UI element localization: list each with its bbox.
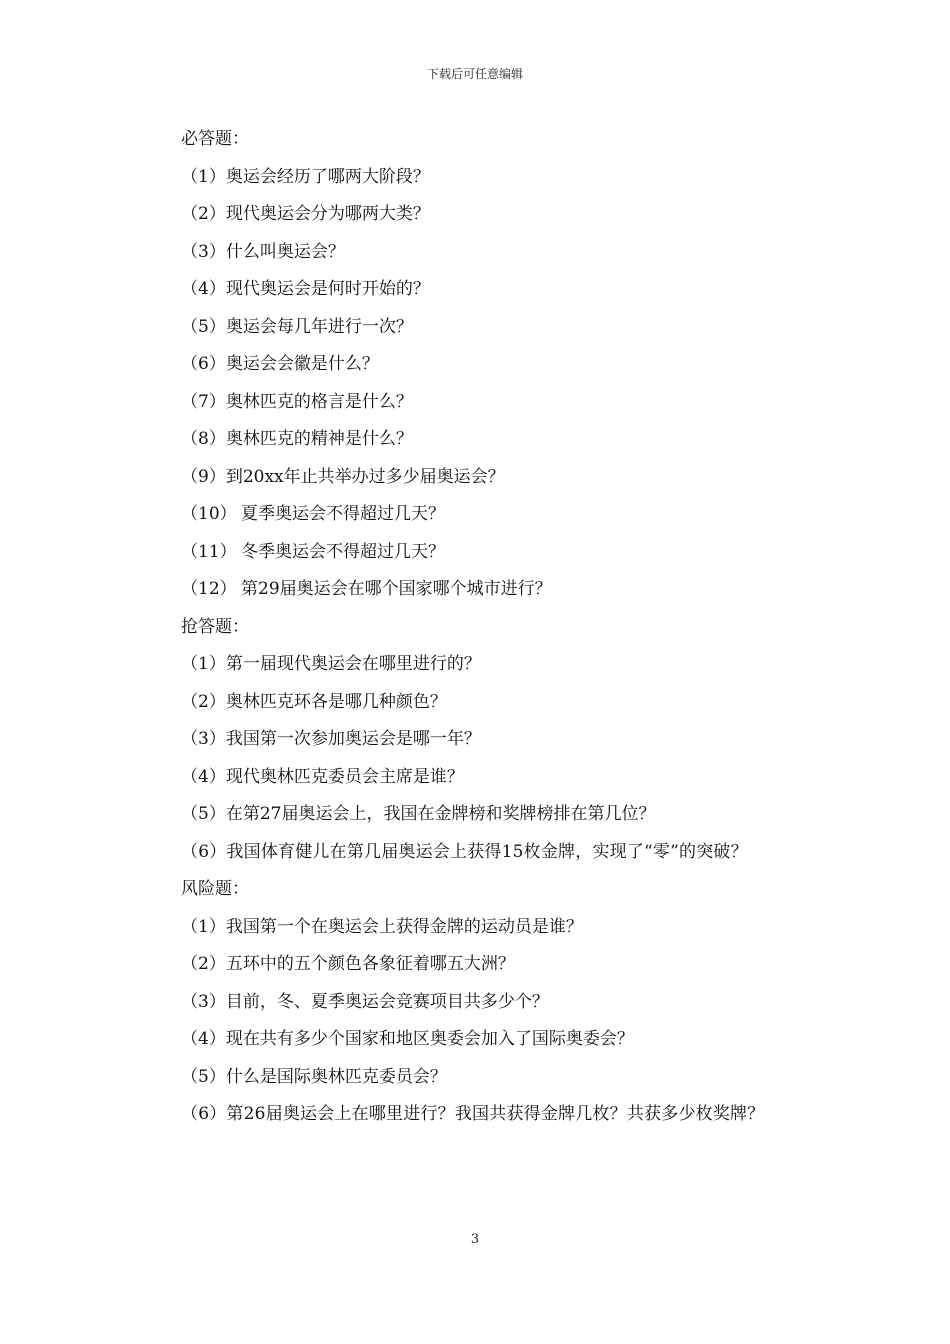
section-title-required: 必答题： <box>181 129 249 149</box>
item-text: 到20xx年止共举办过多少届奥运会？ <box>225 466 505 487</box>
item-number: （2） <box>181 204 226 224</box>
list-item-wrapped: （6）第26届奥运会上在哪里进行？我国共获得金牌几枚？共获多少枚奖牌？ <box>181 1104 765 1124</box>
list-item <box>145 384 810 422</box>
item-number: （1） <box>181 654 226 674</box>
item-number: （3） <box>181 729 226 749</box>
item-number: （6） <box>181 354 226 374</box>
list-item <box>145 796 810 834</box>
item-number: （5） <box>181 316 226 337</box>
list-item <box>145 759 810 797</box>
list-item <box>145 721 810 759</box>
list-item-wrapped: （6）我国体育健儿在第几届奥运会上获得15枚金牌，实现了“零”的突破？ <box>181 841 748 862</box>
list-item <box>145 1021 810 1059</box>
item-number: （8） <box>181 429 226 449</box>
item-text: 奥运会经历了哪两大阶段？ <box>225 166 430 187</box>
item-number: （5） <box>181 804 226 824</box>
item-number: （1） <box>181 916 226 937</box>
item-text: 目前，冬、夏季奥运会竞赛项目共多少个？ <box>225 991 549 1012</box>
item-text: 现代奥林匹克委员会主席是谁？ <box>225 766 464 787</box>
item-number: （3） <box>181 991 226 1012</box>
list-item <box>145 984 810 1022</box>
list-item <box>145 234 810 272</box>
section-title-risk: 风险题： <box>181 879 249 899</box>
document-body <box>145 121 810 1134</box>
list-item <box>145 909 810 947</box>
item-number: （4） <box>181 1029 226 1049</box>
list-item <box>145 346 810 384</box>
list-item <box>145 196 810 234</box>
list-item <box>145 421 810 459</box>
item-number: （7） <box>181 391 226 412</box>
item-text: 第29届奥运会在哪个国家哪个城市进行？ <box>241 579 552 599</box>
list-item <box>145 159 810 197</box>
item-text: 现在共有多少个国家和地区奥委会加入了国际奥委会？ <box>225 1029 634 1049</box>
list-item <box>145 946 810 984</box>
item-text: 冬季奥运会不得超过几天？ <box>241 541 445 562</box>
page-header: 下载后可任意编辑 <box>426 67 523 81</box>
item-text: 第一届现代奥运会在哪里进行的？ <box>225 654 481 674</box>
item-number: （10） <box>181 504 237 524</box>
list-item <box>145 271 810 309</box>
item-number: （12） <box>181 579 237 599</box>
item-text: 奥林匹克的精神是什么？ <box>225 429 413 449</box>
item-text: 奥林匹克的格言是什么？ <box>225 391 413 412</box>
item-number: （9） <box>181 466 226 487</box>
item-number: （11） <box>181 541 237 562</box>
section-title-quick: 抢答题： <box>181 616 249 637</box>
page-number: 3 <box>470 1232 480 1247</box>
list-item <box>145 309 810 347</box>
item-text: 什么是国际奥林匹克委员会？ <box>225 1066 447 1087</box>
item-text: 奥运会会徽是什么？ <box>225 354 379 374</box>
list-item <box>145 459 810 497</box>
item-text: 我国第一个在奥运会上获得金牌的运动员是谁？ <box>225 916 583 937</box>
item-number: （4） <box>181 766 226 787</box>
list-item <box>145 534 810 572</box>
item-text: 什么叫奥运会？ <box>225 241 345 262</box>
item-number: （2） <box>181 954 226 974</box>
item-number: （5） <box>181 1066 226 1087</box>
list-item <box>145 571 810 609</box>
item-text: 奥运会每几年进行一次？ <box>225 316 413 337</box>
list-item <box>145 646 810 684</box>
item-text: 五环中的五个颜色各象征着哪五大洲？ <box>225 954 515 974</box>
item-number: （3） <box>181 241 226 262</box>
list-item <box>145 496 810 534</box>
item-text: 在第27届奥运会上，我国在金牌榜和奖牌榜排在第几位？ <box>225 804 656 824</box>
item-number: （2） <box>181 691 226 712</box>
item-text: 夏季奥运会不得超过几天？ <box>241 504 445 524</box>
item-number: （1） <box>181 166 226 187</box>
item-text: 奥林匹克环各是哪几种颜色？ <box>225 691 447 712</box>
list-item <box>145 684 810 722</box>
item-text: 我国第一次参加奥运会是哪一年？ <box>225 729 481 749</box>
item-text: 现代奥运会分为哪两大类？ <box>225 204 430 224</box>
item-text: 现代奥运会是何时开始的？ <box>225 279 430 299</box>
list-item <box>145 1059 810 1097</box>
item-number: （4） <box>181 279 226 299</box>
